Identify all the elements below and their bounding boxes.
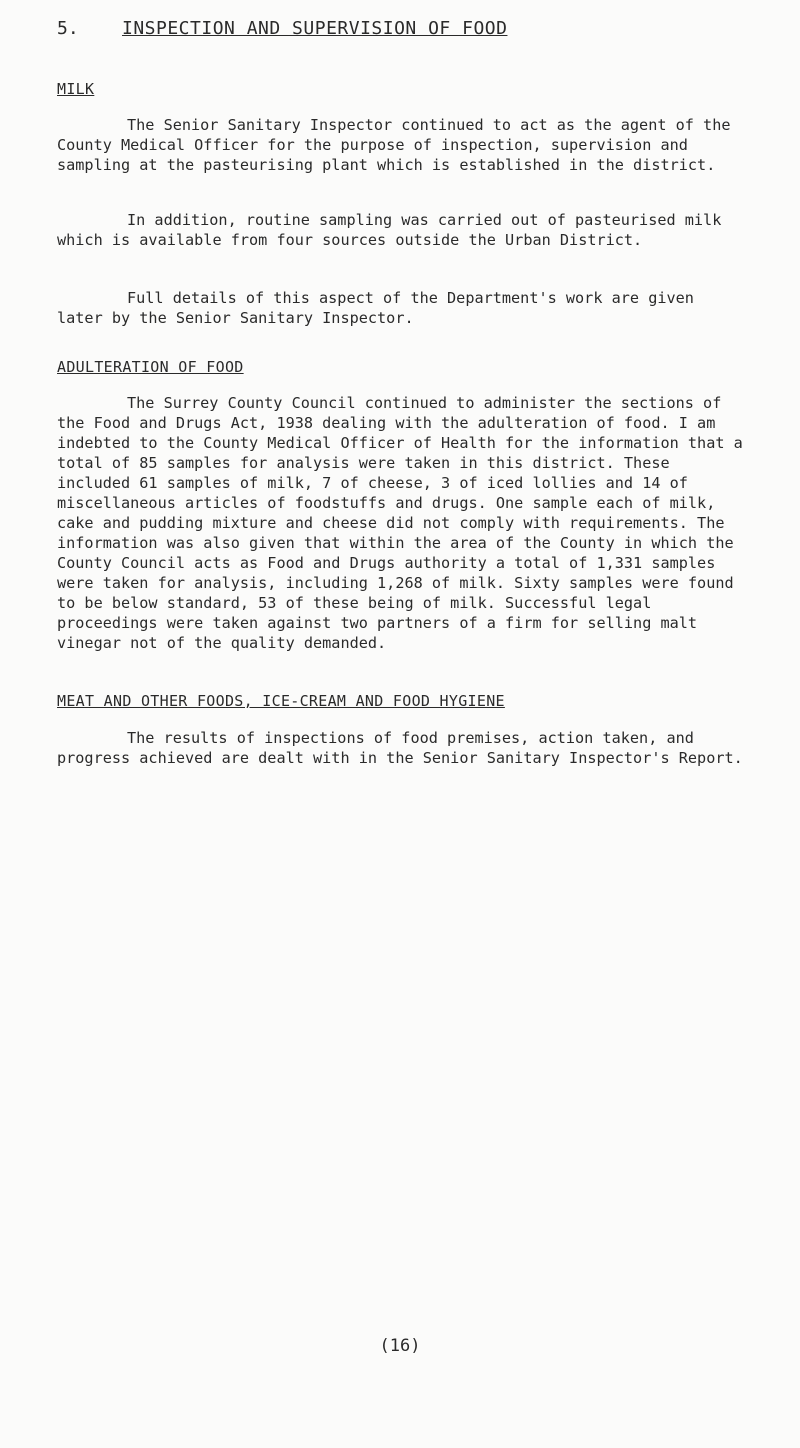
meat-foods-paragraph: The results of inspections of food premises, action taken, and progress achieved are dealt with in the Senior Sanitary Inspector's Report. [57, 729, 743, 767]
section-heading-milk: MILK [57, 80, 95, 98]
milk-paragraph-3: Full details of this aspect of the Department's work are given later by the Senior Sanitary Inspector. [57, 289, 694, 327]
adulteration-paragraph: The Surrey County Council continued to administer the sections of the Food and Drugs Act, 1938 dealing with the adulteration of food. I am indebted to the County Medical Officer of Health for the information that a total of 85 samples for analysis were taken in this district. These included 61 samples of milk, 7 of cheese, 3 of iced lollies and 14 of miscellaneous articles of foodstuffs and drugs. One sample each of milk, cake and pudding mixture and cheese did not comply with requirements. The information was also given that within the area of the County in which the County Council acts as Food and Drugs authority a total of 1,331 samples were taken for analysis, including 1,268 of milk. Sixty samples were found to be below standard, 53 of these being of milk. Successful legal proceedings were taken against two partners of a firm for selling malt vinegar not of the quality demanded. [57, 394, 743, 652]
page-footer-number: (16) [379, 1336, 421, 1356]
page-number: 5. [57, 18, 79, 39]
section-heading-meat-foods: MEAT AND OTHER FOODS, ICE-CREAM AND FOOD HYGIENE [57, 692, 505, 710]
page-title: INSPECTION AND SUPERVISION OF FOOD [122, 18, 508, 39]
milk-paragraph-2: In addition, routine sampling was carried out of pasteurised milk which is available from four sources outside the Urban District. [57, 211, 722, 249]
milk-paragraph-1: The Senior Sanitary Inspector continued to act as the agent of the County Medical Officer for the purpose of inspection, supervision and sampling at the pasteurising plant which is established in the district. [57, 116, 731, 174]
page-header [57, 18, 507, 39]
section-heading-adulteration: ADULTERATION OF FOOD [57, 358, 244, 376]
